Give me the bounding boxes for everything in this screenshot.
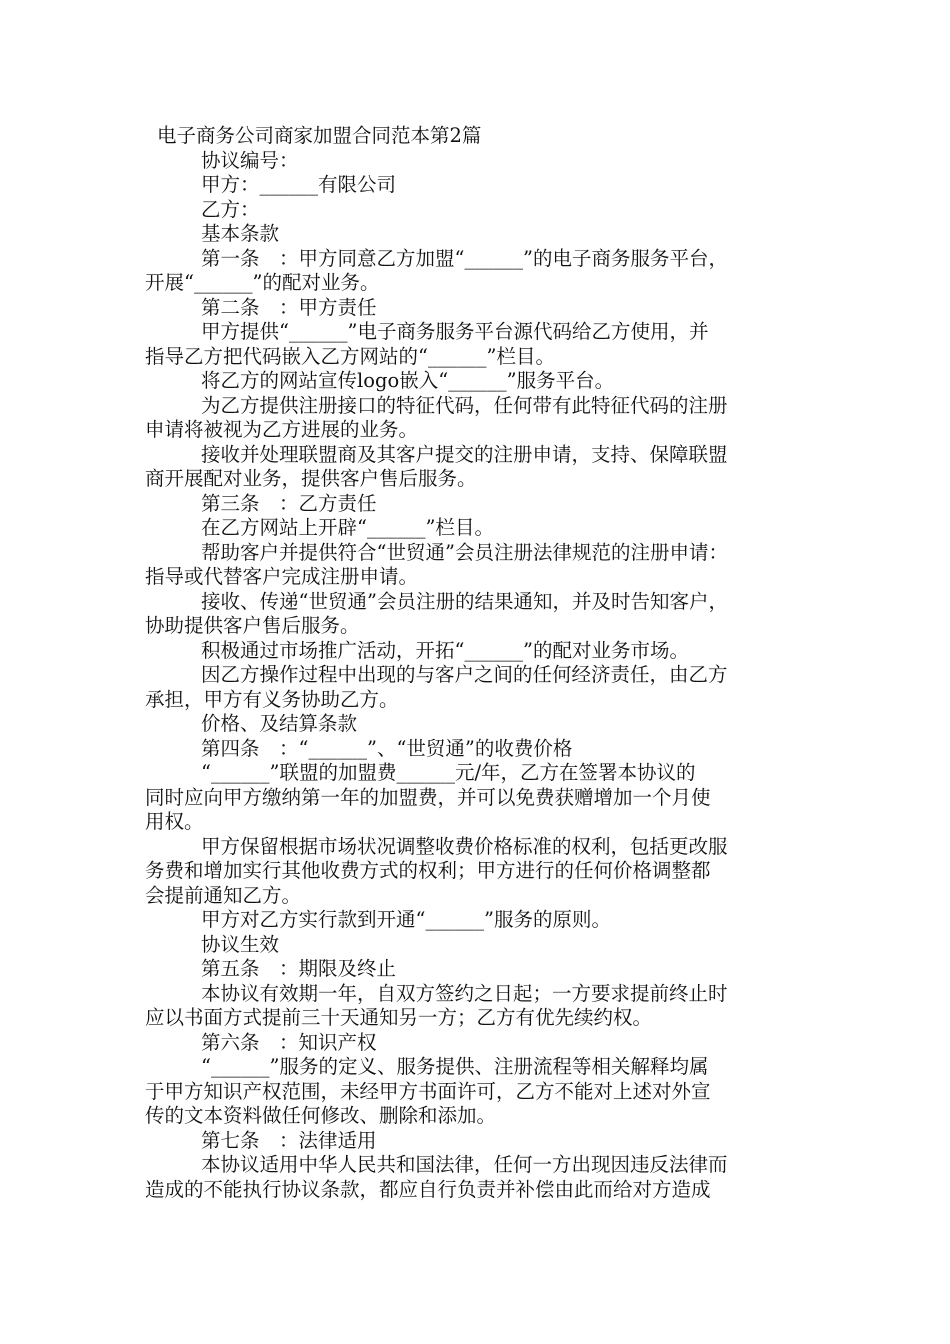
document-line: 造成的不能执行协议条款，都应自行负责并补偿由此而给对方造成 (145, 1177, 711, 1201)
document-line: 会提前通知乙方。 (145, 883, 302, 907)
document-line: 为乙方提供注册接口的特征代码，任何带有此特征代码的注册 (201, 393, 728, 417)
document-line: 开展“______”的配对业务。 (145, 271, 380, 294)
document-line: 于甲方知识产权范围，未经甲方书面许可，乙方不能对上述对外宣 (145, 1079, 711, 1103)
document-line: 协议编号： (201, 148, 299, 172)
document-line: 甲方对乙方实行款到开通“______”服务的原则。 (201, 908, 611, 931)
document-line: 指导或代替客户完成注册申请。 (145, 565, 419, 588)
document-line: 基本条款 (201, 222, 280, 245)
document-line: 协助提供客户售后服务。 (145, 614, 360, 637)
document-line: 应以书面方式提前三十天通知另一方；乙方有优先续约权。 (145, 1006, 653, 1029)
document-line: 甲方：______有限公司 (201, 173, 397, 196)
document-line: 帮助客户并提供符合“世贸通”会员注册法律规范的注册申请： (201, 540, 728, 564)
document-line: 第一条 ：甲方同意乙方加盟“______”的电子商务服务平台， (201, 246, 728, 270)
document-line: “______”联盟的加盟费______元/年，乙方在签署本协议的 (201, 761, 696, 784)
document-line: 积极通过市场推广活动，开拓“______”的配对业务市场。 (201, 638, 689, 662)
document-line: 接收并处理联盟商及其客户提交的注册申请，支持、保障联盟 (201, 442, 728, 466)
document-line: 在乙方网站上开辟“______”栏目。 (201, 516, 494, 539)
document-line: 第四条 ：“______”、“世贸通”的收费价格 (201, 736, 573, 760)
document-line: 价格、及结算条款 (201, 712, 358, 735)
document-line: 第三条 ：乙方责任 (201, 491, 377, 515)
document-line: 甲方提供“______”电子商务服务平台源代码给乙方使用，并 (201, 320, 709, 343)
document-line: “______”服务的定义、服务提供、注册流程等相关解释均属 (201, 1055, 709, 1078)
document-line: 协议生效 (201, 932, 280, 956)
document-line: 因乙方操作过程中出现的与客户之间的任何经济责任，由乙方 (201, 663, 728, 686)
document-line: 商开展配对业务，提供客户售后服务。 (145, 467, 477, 490)
document-line: 甲方保留根据市场状况调整收费价格标准的权利，包括更改服 (201, 834, 728, 858)
document-line: 务费和增加实行其他收费方式的权利；甲方进行的任何价格调整都 (145, 859, 711, 882)
document-line: 第五条 ：期限及终止 (201, 957, 397, 980)
document-line: 接收、传递“世贸通”会员注册的结果通知，并及时告知客户， (201, 589, 728, 613)
document-line: 第六条 ：知识产权 (201, 1030, 377, 1054)
document-page (145, 124, 817, 1202)
document-title: 电子商务公司商家加盟合同范本第2篇 (157, 124, 482, 147)
document-line: 乙方： (201, 197, 260, 221)
document-line: 指导乙方把代码嵌入乙方网站的“______”栏目。 (145, 344, 555, 368)
document-line: 申请将被视为乙方进展的业务。 (145, 418, 419, 441)
document-line: 同时应向甲方缴纳第一年的加盟费，并可以免费获赠增加一个月使 (145, 785, 711, 809)
document-line: 将乙方的网站宣传logo嵌入“______”服务平台。 (201, 369, 615, 392)
document-line: 用权。 (145, 810, 204, 833)
document-line: 第七条 ：法律适用 (201, 1128, 377, 1152)
document-line: 传的文本资料做任何修改、删除和添加。 (145, 1104, 497, 1127)
document-body (145, 149, 817, 1203)
document-line: 本协议有效期一年，自双方签约之日起；一方要求提前终止时 (201, 981, 728, 1005)
document-line: 第二条 ：甲方责任 (201, 295, 377, 319)
document-line: 本协议适用中华人民共和国法律，任何一方出现因违反法律而 (201, 1153, 728, 1176)
document-line: 承担，甲方有义务协助乙方。 (145, 687, 399, 711)
